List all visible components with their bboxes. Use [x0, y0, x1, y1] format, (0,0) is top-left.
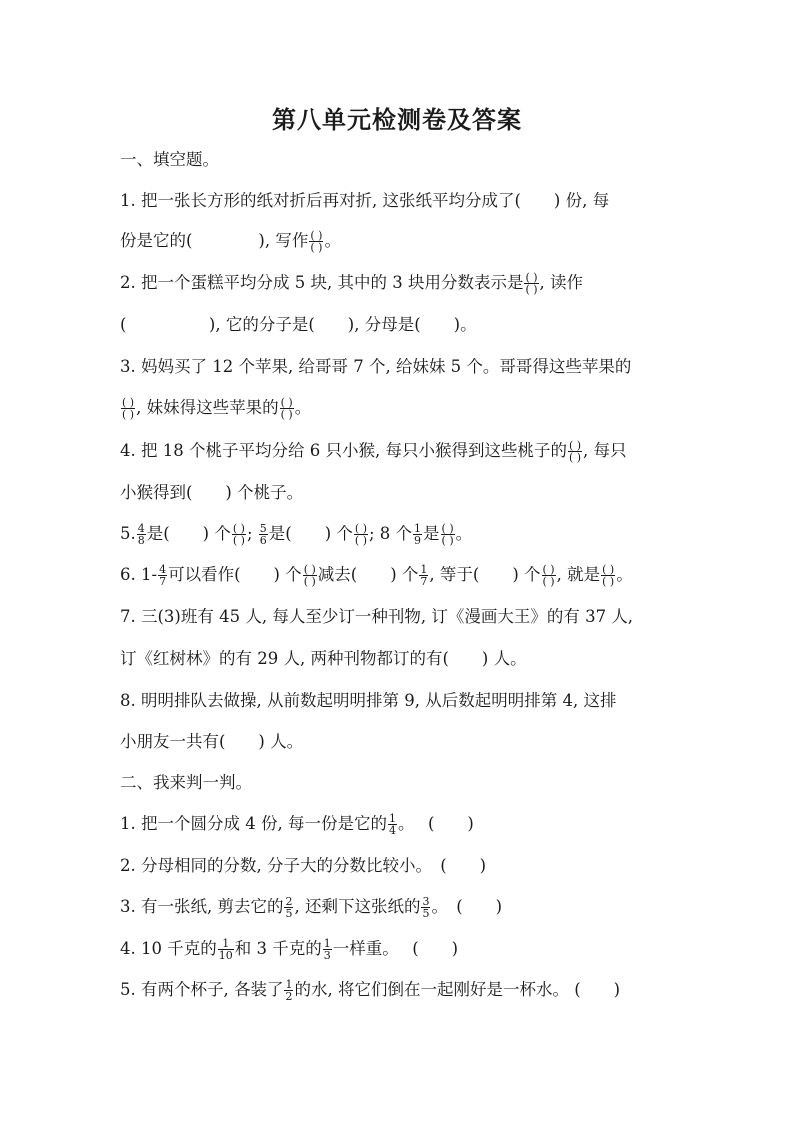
question-8-line-2: 小朋友一共有( ) 人。	[120, 732, 304, 751]
judge-2: 2. 分母相同的分数, 分子大的分数比较小。 ( )	[120, 856, 487, 875]
fraction-1-3: $\frac{1}{3}$	[323, 937, 331, 962]
fraction-1-4: $\frac{1}{4}$	[388, 812, 396, 837]
judge-5: 5. 有两个杯子, 各装了 $\frac{1}{2}$ 的水, 将它们倒在一起刚好是一杯水。 ( )	[120, 978, 621, 1003]
fraction-4-7: $\frac{4}{7}$	[159, 563, 167, 588]
question-1-line-1: 1. 把一张长方形的纸对折后再对折, 这张纸平均分成了( ) 份, 每	[120, 191, 610, 210]
question-1-line-2: 份是它的( ), 写作 $\frac{( )}{( )}$ 。	[120, 229, 341, 254]
question-8-line-1: 8. 明明排队去做操, 从前数起明明排第 9, 从后数起明明排第 4, 这排	[120, 691, 617, 710]
fraction-2-5: $\frac{2}{5}$	[285, 895, 293, 920]
fraction-5-6: $\frac{5}{6}$	[259, 522, 267, 547]
question-3-line-1: 3. 妈妈买了 12 个苹果, 给哥哥 7 个, 给妹妹 5 个。哥哥得这些苹果的	[120, 357, 632, 376]
blank-fraction: $\frac{( )}{( )}$	[568, 439, 582, 464]
blank-fraction: $\frac{( )}{( )}$	[122, 396, 135, 421]
question-4-line-2: 小猴得到( ) 个桃子。	[120, 483, 304, 502]
question-7-line-1: 7. 三(3)班有 45 人, 每人至少订一种刊物, 订《漫画大王》的有 37 人,	[120, 607, 634, 626]
blank-fraction: $\frac{( )}{( )}$	[354, 522, 367, 547]
judge-3: 3. 有一张纸, 剪去它的 $\frac{2}{5}$ , 还剩下这张纸的 $\frac{3}{5}$ 。 ( )	[120, 895, 503, 920]
fraction-4-8: $\frac{4}{8}$	[137, 522, 145, 547]
question-4-line-1: 4. 把 18 个桃子平均分给 6 只小猴, 每只小猴得到这些桃子的 $\frac{( )}{( )}$ , 每只	[120, 439, 627, 464]
fraction-1-10: $\frac{1}{10}$	[218, 937, 233, 962]
question-6: 6. 1- $\frac{4}{7}$ 可以看作( ) 个 $\frac{( )}{( )}$ 减去( ) 个 $\frac{1}{7}$ , 等于( ) 个 $\frac{( )}{( )}$ , 就是 $\frac{( )}{( )}$ 。	[120, 563, 633, 588]
fraction-1-2: $\frac{1}{2}$	[285, 978, 293, 1003]
judge-1: 1. 把一个圆分成 4 份, 每一份是它的 $\frac{1}{4}$ 。 ( )	[120, 812, 474, 837]
judge-4: 4. 10 千克的 $\frac{1}{10}$ 和 3 千克的 $\frac{1}{3}$ 一样重。 ( )	[120, 937, 459, 962]
question-3-line-2: $\frac{( )}{( )}$ , 妹妹得这些苹果的 $\frac{( )}{( )}$ 。	[122, 396, 312, 421]
section-fill-in-heading: 一、填空题。	[120, 150, 219, 169]
page-title: 第八单元检测卷及答案	[272, 106, 522, 134]
question-2-line-2: ( ), 它的分子是( ), 分母是( )。	[120, 315, 477, 334]
blank-fraction: $\frac{( )}{( )}$	[310, 229, 323, 254]
blank-fraction: $\frac{( )}{( )}$	[303, 563, 316, 588]
fraction-1-9: $\frac{1}{9}$	[414, 522, 422, 547]
question-2-line-1: 2. 把一个蛋糕平均分成 5 块, 其中的 3 块用分数表示是 $\frac{( )}{( )}$ , 读作	[120, 271, 584, 296]
blank-fraction: $\frac{( )}{( )}$	[232, 522, 245, 547]
blank-fraction: $\frac{( )}{( )}$	[525, 271, 538, 296]
question-7-line-2: 订《红树林》的有 29 人, 两种刊物都订的有( ) 人。	[120, 649, 527, 668]
section-judge-heading: 二、我来判一判。	[120, 773, 252, 792]
question-5: 5. $\frac{4}{8}$ 是( ) 个 $\frac{( )}{( )}$ ; $\frac{5}{6}$ 是( ) 个 $\frac{( )}{( )}$ ; 8 个 $\frac{1}{9}$ 是 $\frac{( )}{( )}$ 。	[120, 522, 473, 547]
blank-fraction: $\frac{( )}{( )}$	[542, 563, 555, 588]
blank-fraction: $\frac{( )}{( )}$	[441, 522, 454, 547]
fraction-1-7: $\frac{1}{7}$	[420, 563, 428, 588]
fraction-3-5: $\frac{3}{5}$	[422, 895, 430, 920]
blank-fraction: $\frac{( )}{( )}$	[602, 563, 615, 588]
blank-fraction: $\frac{( )}{( )}$	[280, 396, 293, 421]
